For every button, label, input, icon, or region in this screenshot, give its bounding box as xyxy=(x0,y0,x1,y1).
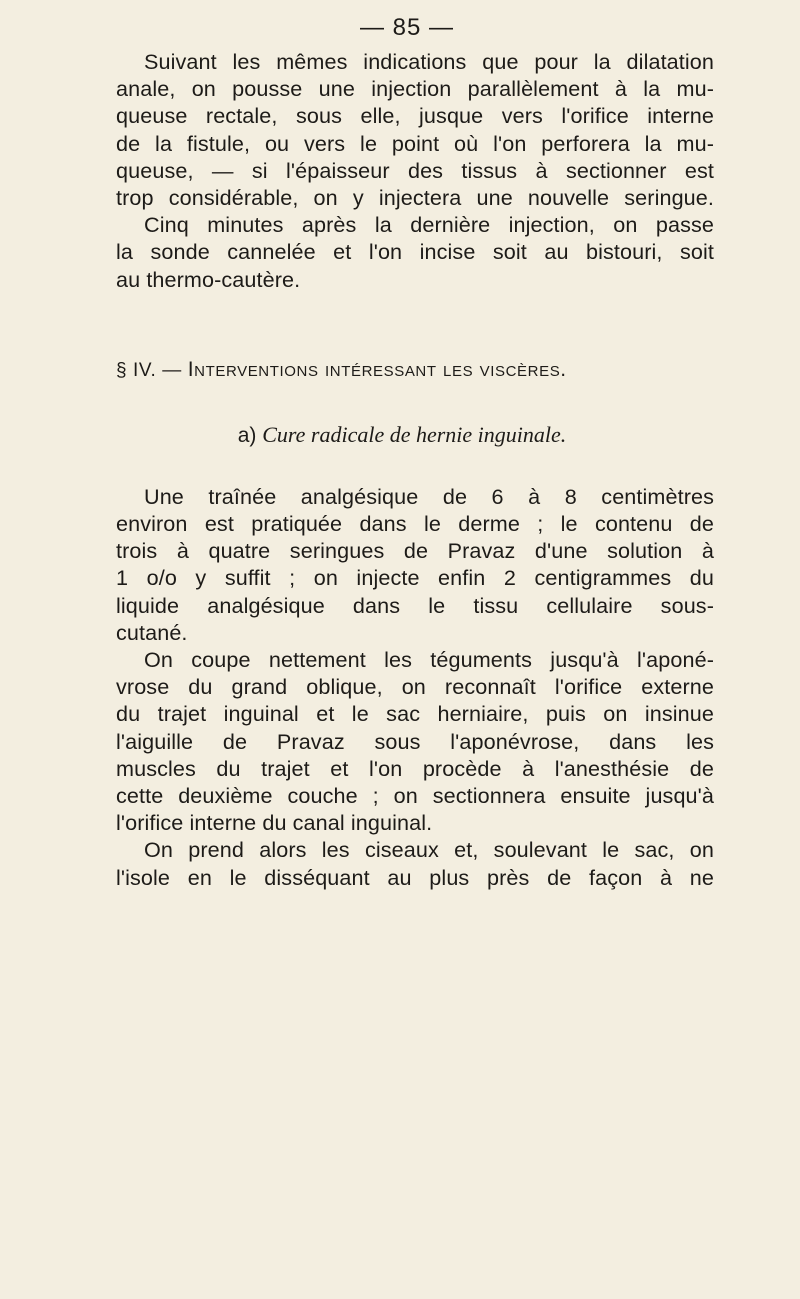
text-line: l'isole en le disséquant au plus près de façon à ne xyxy=(116,864,714,890)
page-number: — 85 — xyxy=(359,14,455,41)
text-line: trop considérable, on y injectera une nouvelle seringue. xyxy=(116,185,714,211)
text-line: l'aiguille de Pravaz sous l'aponévrose, dans les xyxy=(116,728,714,754)
text-line: au thermo-cautère. xyxy=(116,266,301,292)
text-line: 1 o/o y suffit ; on injecte enfin 2 centigrammes du xyxy=(116,565,714,591)
text-line: Une traînée analgésique de 6 à 8 centimètres xyxy=(144,483,714,509)
text-line: l'orifice interne du canal inguinal. xyxy=(116,810,433,836)
text-line: On prend alors les ciseaux et, soulevant le sac, on xyxy=(144,837,714,863)
text-line: environ est pratiquée dans le derme ; le contenu de xyxy=(116,511,714,537)
text-line: du trajet inguinal et le sac herniaire, puis on insinue xyxy=(116,701,714,727)
text-line: Suivant les mêmes indications que pour la dilatation xyxy=(144,49,714,74)
section-heading xyxy=(116,355,714,386)
paragraph-intro xyxy=(116,48,714,211)
subsection-heading xyxy=(90,420,714,451)
text-line: liquide analgésique dans le tissu cellulaire sous- xyxy=(116,592,714,618)
text-line: la sonde cannelée et l'on incise soit au bistouri, soit xyxy=(116,239,714,265)
text-line: Cinq minutes après la dernière injection, on passe xyxy=(144,212,714,238)
paragraph-3 xyxy=(116,483,714,646)
text-line: On coupe nettement les téguments jusqu'à l'aponé- xyxy=(144,647,714,673)
text-line: anale, on pousse une injection parallèlement à la mu- xyxy=(116,76,714,102)
subsection-letter: a) xyxy=(237,423,257,447)
subsection-title: Cure radicale de hernie inguinale. xyxy=(262,421,567,447)
text-line: vrose du grand oblique, on reconnaît l'orifice externe xyxy=(116,674,714,700)
text-line: de la fistule, ou vers le point où l'on perforera la mu- xyxy=(116,130,714,156)
text-line: trois à quatre seringues de Pravaz d'une solution à xyxy=(116,538,714,564)
text-line: cette deuxième couche ; on sectionnera ensuite jusqu'à xyxy=(116,783,714,809)
paragraph-2 xyxy=(116,211,714,293)
section-number: § IV. — xyxy=(116,359,182,381)
paragraph-4 xyxy=(116,646,714,836)
paragraph-5 xyxy=(116,836,714,890)
text-line: queuse rectale, sous elle, jusque vers l'orifice interne xyxy=(116,103,714,129)
book-page xyxy=(116,8,714,891)
section-title: Interventions intéressant les viscères. xyxy=(187,357,567,381)
text-line: cutané. xyxy=(116,619,188,645)
text-line: queuse, — si l'épaisseur des tissus à sectionner est xyxy=(116,157,714,183)
text-line: muscles du trajet et l'on procède à l'anesthésie de xyxy=(116,755,714,781)
